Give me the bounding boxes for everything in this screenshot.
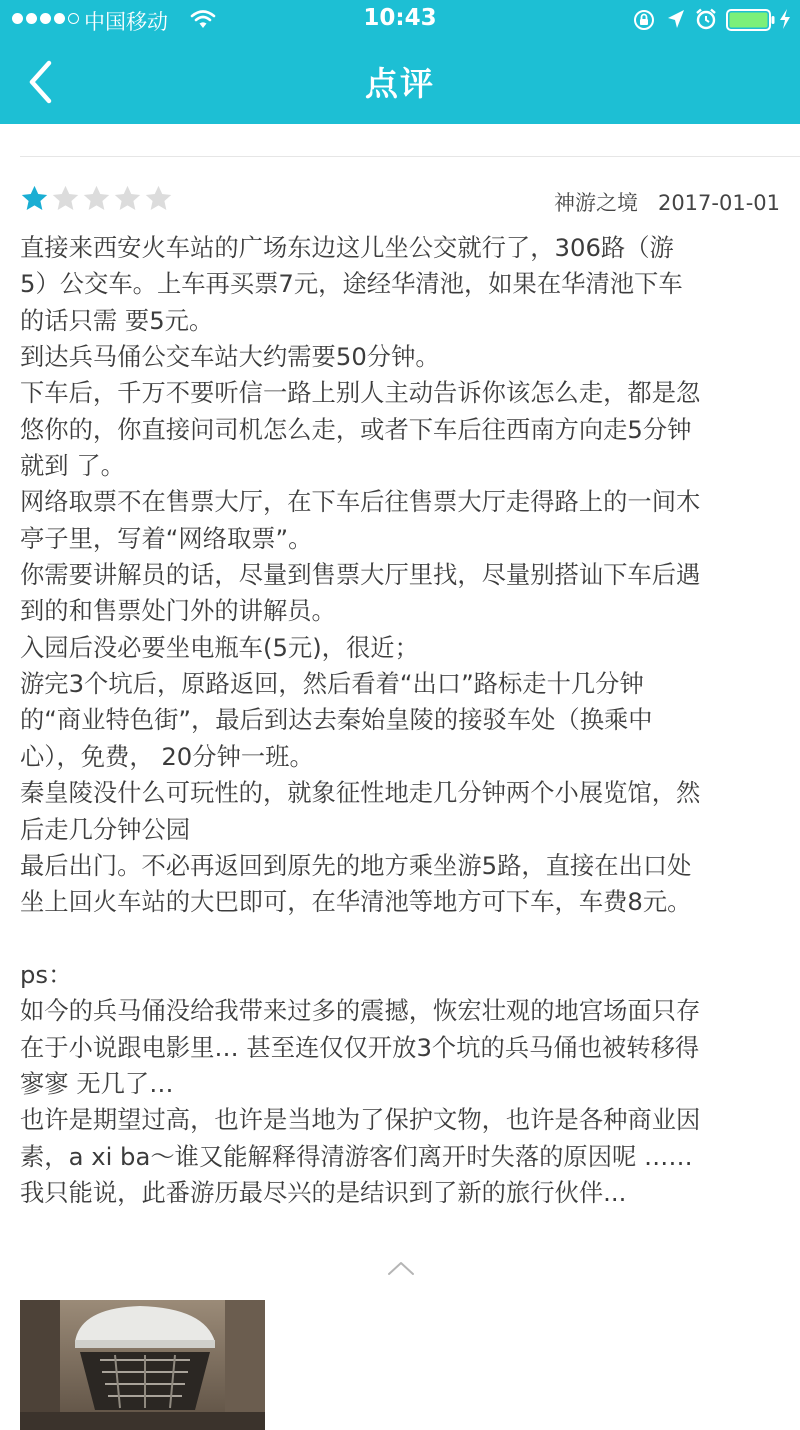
review-date: 2017-01-01 bbox=[657, 191, 780, 215]
review-text-line: 后走几分钟公园 bbox=[20, 814, 191, 844]
status-bar bbox=[0, 0, 800, 40]
carrier-name: 中国移动 bbox=[84, 10, 168, 34]
review-text-line: 亭子里，写着“网络取票”。 bbox=[20, 523, 313, 553]
review-text-line: 如今的兵马俑没给我带来过多的震撼，恢宏壮观的地宫场面只存 bbox=[20, 996, 701, 1026]
star-empty-icon bbox=[113, 184, 142, 213]
review-text-line: 的话只需 要5元。 bbox=[20, 305, 214, 335]
orientation-lock-icon bbox=[632, 8, 656, 32]
location-icon bbox=[666, 8, 686, 30]
review-text bbox=[20, 230, 780, 1211]
chevron-up-icon bbox=[386, 1258, 416, 1278]
review-meta bbox=[554, 187, 780, 217]
review-text-line: 秦皇陵没什么可玩性的，就象征性地走几分钟两个小展览馆，然 bbox=[20, 778, 701, 808]
review-text-line: 游完3个坑后，原路返回，然后看着“出口”路标走十几分钟 bbox=[20, 669, 644, 699]
review-text-line: 到的和售票处门外的讲解员。 bbox=[20, 596, 336, 626]
review-text-line: 我只能说，此番游历最尽兴的是结识到了新的旅行伙伴... bbox=[20, 1177, 627, 1207]
star-empty-icon bbox=[51, 184, 80, 213]
review-text-line: 入园后没必要坐电瓶车(5元)，很近； bbox=[20, 632, 419, 662]
charging-icon bbox=[778, 8, 792, 30]
review-text-line: 下车后，千万不要听信一路上别人主动告诉你该怎么走，都是忽 bbox=[20, 378, 701, 408]
app-header bbox=[0, 0, 800, 124]
review-text-line: 寥寥 无几了… bbox=[20, 1068, 174, 1098]
review-photo-thumbnail[interactable] bbox=[20, 1300, 265, 1430]
review-text-line: 的“商业特色街”，最后到达去秦始皇陵的接驳车处（换乘中 bbox=[20, 705, 653, 735]
review-text-line: 网络取票不在售票大厅，在下车后往售票大厅走得路上的一间木 bbox=[20, 487, 701, 517]
review-text-line bbox=[20, 921, 780, 957]
review-text-line: 直接来西安火车站的广场东边这儿坐公交就行了，306路（游 bbox=[20, 233, 674, 262]
star-empty-icon bbox=[144, 184, 173, 213]
page-title: 点评 bbox=[365, 64, 435, 103]
review-author: 神游之境 bbox=[553, 191, 638, 215]
review-text-line: 悠你的，你直接问司机怎么走，或者下车后往西南方向走5分钟 bbox=[20, 414, 692, 444]
review-text-line: 最后出门。不必再返回到原先的地方乘坐游5路，直接在出口处 bbox=[20, 850, 692, 880]
terracotta-pit-photo bbox=[20, 1300, 265, 1430]
collapse-button[interactable] bbox=[386, 1258, 416, 1278]
star-rating bbox=[20, 184, 173, 213]
status-time: 10:43 bbox=[363, 5, 437, 31]
review-text-line: 也许是期望过高，也许是当地为了保护文物，也许是各种商业因 bbox=[20, 1105, 701, 1135]
battery-icon bbox=[726, 9, 776, 31]
divider bbox=[20, 156, 800, 157]
review-text-line: 心），免费， 20分钟一班。 bbox=[20, 741, 314, 771]
star-empty-icon bbox=[82, 184, 111, 213]
alarm-icon bbox=[694, 7, 718, 31]
review-text-line: 到达兵马俑公交车站大约需要50分钟。 bbox=[20, 342, 440, 372]
review-text-line: 在于小说跟电影里… 甚至连仅仅开放3个坑的兵马俑也被转移得 bbox=[20, 1032, 700, 1062]
review-text-line: 5）公交车。上车再买票7元，途经华清池，如果在华清池下车 bbox=[20, 269, 683, 299]
review-text-line: 坐上回火车站的大巴即可，在华清池等地方可下车，车费8元。 bbox=[20, 887, 692, 917]
star-filled-icon bbox=[20, 184, 49, 213]
review-text-line: 素，a xi ba～谁又能解释得清游客们离开时失落的原因呢 …… bbox=[20, 1141, 693, 1171]
review-text-line: 就到 了。 bbox=[20, 451, 125, 481]
review-text-line: 你需要讲解员的话，尽量到售票大厅里找，尽量别搭讪下车后遇 bbox=[20, 560, 701, 590]
review-text-line: ps： bbox=[20, 959, 73, 989]
